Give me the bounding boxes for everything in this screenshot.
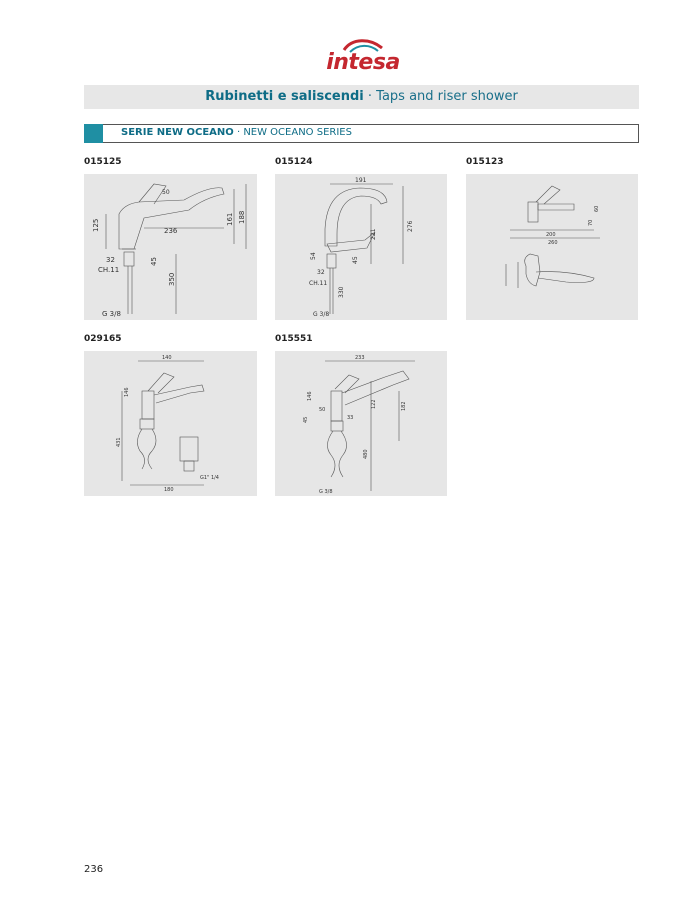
category-title <box>84 89 639 104</box>
dimension-label: 125 <box>92 218 100 232</box>
product-code: 015123 <box>466 157 504 167</box>
dimension-label: 200 <box>546 232 556 238</box>
series-marker <box>84 124 103 143</box>
dimension-label: 330 <box>338 286 345 298</box>
technical-drawing <box>84 351 257 496</box>
dimension-label: 233 <box>355 355 365 361</box>
dimension-label: 180 <box>164 487 174 493</box>
dimension-label: G 3/8 <box>319 489 333 495</box>
dimension-label: CH.11 <box>98 266 120 274</box>
series-header <box>84 124 639 143</box>
series-name-it: SERIE NEW OCEANO <box>121 127 234 138</box>
dimension-label: 45 <box>150 257 158 266</box>
dimension-label: 140 <box>162 355 172 361</box>
dimension-label: 260 <box>548 240 558 246</box>
dimension-label: 50 <box>319 407 326 413</box>
dimension-label: 350 <box>168 272 176 286</box>
dimension-label: 431 <box>116 437 122 447</box>
dimension-label: 32 <box>106 256 115 264</box>
dimension-label: 146 <box>307 391 313 401</box>
category-title-it: Rubinetti e saliscendi <box>205 89 364 104</box>
dimension-label: CH.11 <box>309 280 328 287</box>
brand-name: intesa <box>326 50 400 75</box>
dimension-label: 122 <box>371 399 377 409</box>
dimension-label: 191 <box>355 177 367 184</box>
dimension-label: 146 <box>124 387 130 397</box>
dimension-label: G 3/8 <box>313 311 330 318</box>
series-separator: · <box>233 127 244 138</box>
dimension-label: 236 <box>164 227 178 235</box>
category-separator: · <box>363 89 377 104</box>
dimension-label: G1" 1/4 <box>200 475 219 481</box>
dimension-label: 60 <box>594 205 600 212</box>
dimension-label: 33 <box>347 415 354 421</box>
category-header <box>84 85 639 109</box>
technical-drawing <box>275 174 447 320</box>
product-code: 015551 <box>275 334 313 344</box>
dimension-label: 480 <box>363 449 369 459</box>
dimension-label: 70 <box>588 219 594 226</box>
category-title-en: Taps and riser shower <box>376 89 518 104</box>
dimension-label: 188 <box>238 210 246 224</box>
dimension-label: G 3/8 <box>102 310 121 318</box>
page-number: 236 <box>84 864 104 875</box>
dimension-label: 32 <box>317 269 325 276</box>
dimension-label: 182 <box>401 401 407 411</box>
product-code: 015125 <box>84 157 122 167</box>
technical-drawing <box>84 174 257 320</box>
dimension-label: 45 <box>303 416 309 423</box>
series-name-en: NEW OCEANO SERIES <box>243 127 352 138</box>
dimension-label: 45 <box>352 256 359 264</box>
brand-logo <box>318 36 408 80</box>
technical-drawing <box>466 174 638 320</box>
technical-drawing <box>275 351 447 496</box>
dimension-label: 54 <box>310 252 317 260</box>
series-title <box>121 127 352 138</box>
dimension-label: 161 <box>226 212 234 226</box>
product-code: 029165 <box>84 334 122 344</box>
product-code: 015124 <box>275 157 313 167</box>
dimension-label: 50 <box>162 189 170 196</box>
dimension-label: 221 <box>370 228 377 240</box>
dimension-label: 276 <box>407 220 414 232</box>
